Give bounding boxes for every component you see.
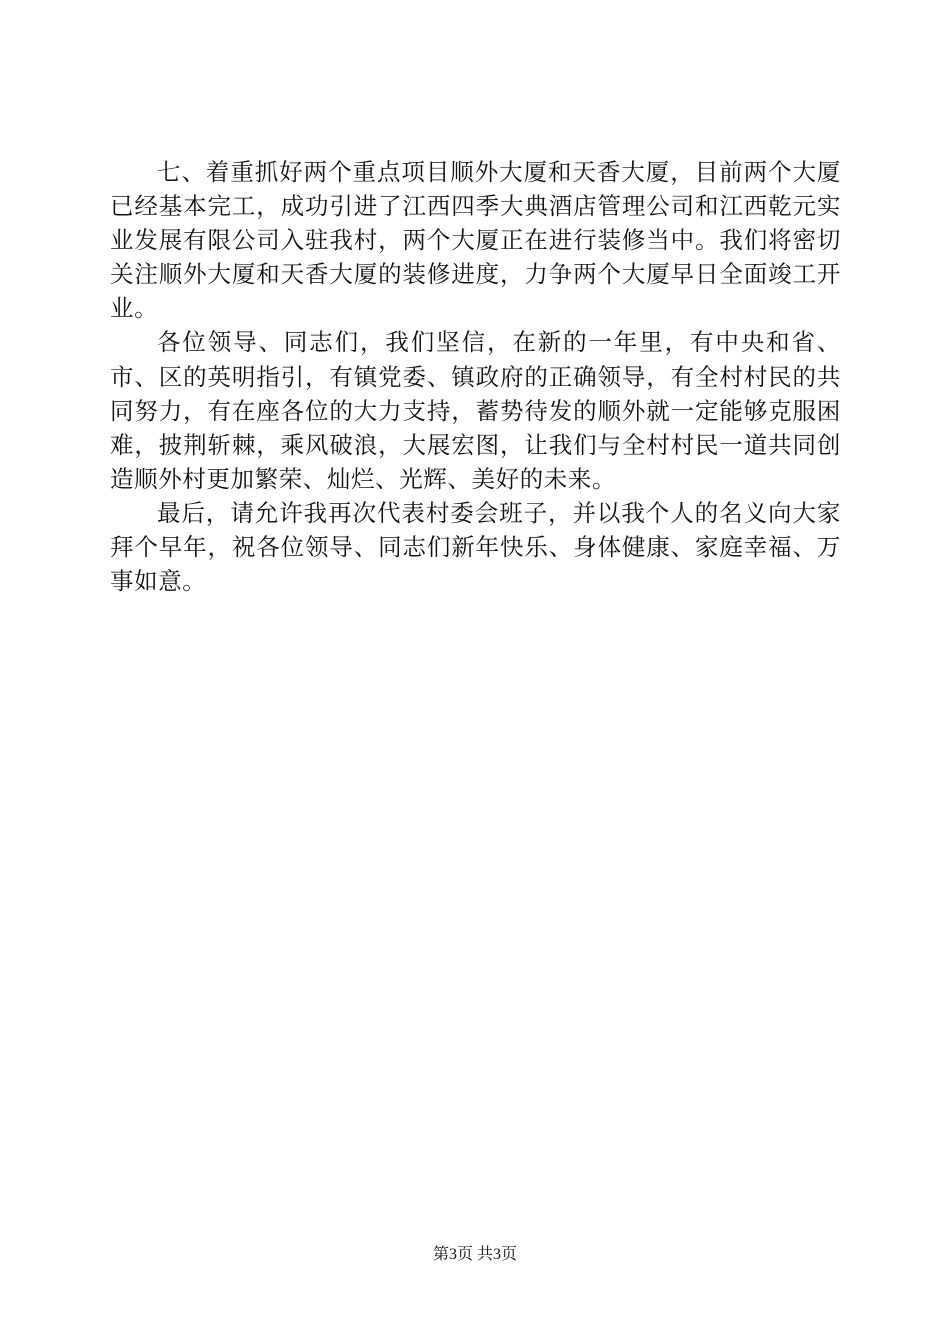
document-body (110, 155, 841, 598)
page-number: 第3页 共3页 (432, 1246, 517, 1263)
paragraph-project-update: 七、着重抓好两个重点项目顺外大厦和天香大厦，目前两个大厦已经基本完工，成功引进了江西四季大典酒店管理公司和江西乾元实业发展有限公司入驻我村，两个大厦正在进行装修当中。我们将密切关注顺外大厦和天香大厦的装修进度，力争两个大厦早日全面竣工开业。 (110, 158, 841, 323)
page-footer (0, 1244, 950, 1266)
paragraph-closing-greeting: 最后，请允许我再次代表村委会班子，并以我个人的名义向大家拜个早年，祝各位领导、同志们新年快乐、身体健康、家庭幸福、万事如意。 (110, 498, 841, 596)
paragraph-future-outlook: 各位领导、同志们，我们坚信，在新的一年里，有中央和省、市、区的英明指引，有镇党委、镇政府的正确领导，有全村村民的共同努力，有在座各位的大力支持，蓄势待发的顺外就一定能够克服困难，披荆斩棘，乘风破浪，大展宏图，让我们与全村村民一道共同创造顺外村更加繁荣、灿烂、光辉、美好的未来。 (110, 328, 841, 493)
